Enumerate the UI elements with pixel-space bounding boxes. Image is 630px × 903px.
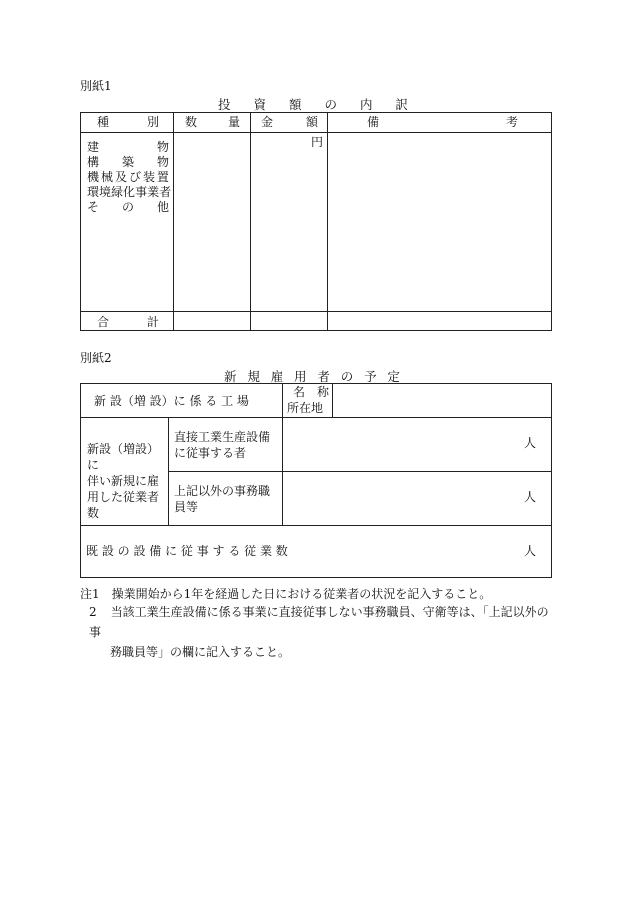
- note-text: 務職員等」の欄に記入すること。: [110, 645, 291, 659]
- row-char: 業: [147, 185, 160, 199]
- header-char: 考: [505, 115, 518, 129]
- header-char: 別: [146, 115, 159, 129]
- row-divider: [81, 525, 551, 526]
- factory-label: 新 設（増 設）に 係 る 工 場: [94, 394, 249, 408]
- row-char: び: [128, 170, 141, 184]
- label-line: に従事する者: [174, 446, 247, 460]
- label-line: 数: [87, 506, 100, 520]
- label-line: 上記以外の事務職: [174, 484, 271, 498]
- row-char: 物: [156, 140, 169, 154]
- direct-person-unit: 人: [524, 436, 537, 450]
- total-label: [97, 315, 159, 330]
- header-type: [97, 115, 159, 130]
- label-line: 直接工業生産設備: [174, 430, 271, 444]
- other-person-unit: 人: [524, 490, 537, 504]
- row-char: の: [121, 200, 134, 214]
- column-divider: [282, 384, 283, 417]
- header-char: 数: [185, 115, 198, 129]
- title-char: 額: [288, 97, 302, 112]
- row-char: 築: [121, 155, 134, 169]
- label-line: 伴い新規に雇: [87, 474, 160, 488]
- column-divider: [250, 113, 251, 330]
- row-char: そ: [87, 200, 100, 214]
- row-char: 装: [142, 170, 155, 184]
- row-char: 構: [87, 155, 100, 169]
- row-char: 置: [156, 170, 169, 184]
- row-divider: [81, 417, 551, 418]
- header-char: 種: [97, 115, 110, 129]
- title-char: 雇: [270, 369, 284, 384]
- header-char: 額: [305, 115, 318, 129]
- row-labels: [87, 140, 172, 215]
- title-char: 投: [218, 97, 231, 112]
- label-line: 新設（増設）に: [87, 442, 160, 472]
- row-greening: [87, 185, 172, 200]
- row-char: 者: [159, 185, 172, 199]
- header-divider: [81, 132, 551, 133]
- column-divider: [332, 384, 333, 417]
- row-building: [87, 140, 169, 155]
- row-char: 緑: [111, 185, 124, 199]
- note-prefix: 注1: [80, 587, 100, 601]
- row-divider: [168, 471, 551, 472]
- title-char: の: [340, 369, 354, 384]
- row-machinery: [87, 170, 169, 185]
- row-structure: [87, 155, 169, 170]
- note-text: 当該工業生産設備に係る事業に直接従事しない事務職員、守衛等は、「上記以外の事: [89, 605, 549, 639]
- note-prefix: 2: [89, 605, 97, 619]
- yen-unit: 円: [311, 135, 324, 149]
- row-char: 建: [87, 140, 100, 154]
- row-char: 環: [87, 185, 100, 199]
- employment-table: [80, 383, 552, 578]
- existing-workers-label: 既 設 の 設 備 に 従 事 す る 従 業 数: [86, 544, 288, 558]
- header-char: 量: [227, 115, 240, 129]
- total-char: 合: [97, 315, 110, 329]
- total-divider: [81, 311, 551, 312]
- attachment2-label: 別紙2: [80, 351, 112, 365]
- row-char: 械: [100, 170, 113, 184]
- row-char: 及: [114, 170, 127, 184]
- location-label: 所在地: [287, 401, 324, 415]
- note-1: [80, 584, 491, 604]
- name-label: 名 称: [293, 385, 330, 399]
- note-text: 操業開始から1年を経過した日における従業者の状況を記入すること。: [111, 587, 492, 601]
- title-char: 用: [294, 369, 307, 384]
- investment-table: [80, 112, 552, 331]
- row-char: 境: [99, 185, 112, 199]
- header-remarks: [367, 115, 518, 130]
- title-char: 内: [359, 97, 373, 112]
- label-line: 用した従業者: [87, 490, 160, 504]
- total-char: 計: [146, 315, 159, 329]
- header-char: 備: [367, 115, 380, 129]
- label-line: 員等: [174, 500, 199, 514]
- title-char: 訳: [395, 97, 408, 112]
- new-workers-label: [87, 441, 165, 521]
- note-2: [89, 602, 559, 662]
- column-divider: [173, 113, 174, 330]
- header-char: 金: [261, 115, 274, 129]
- row-char: 他: [156, 200, 169, 214]
- other-staff-label: [174, 483, 270, 515]
- title-char: 定: [387, 369, 400, 384]
- title-char: 予: [364, 369, 377, 384]
- header-quantity: [185, 115, 240, 130]
- title-char: の: [324, 97, 337, 112]
- column-divider: [327, 113, 328, 330]
- row-char: 化: [123, 185, 136, 199]
- title-char: 新: [224, 369, 237, 384]
- attachment1-label: 別紙1: [80, 79, 112, 93]
- row-char: 機: [87, 170, 100, 184]
- existing-person-unit: 人: [524, 544, 537, 558]
- row-char: 事: [135, 185, 148, 199]
- title-char: 資: [253, 97, 266, 112]
- direct-workers-label: [174, 429, 270, 461]
- attachment1-title: [218, 95, 408, 113]
- title-char: 規: [247, 369, 260, 384]
- row-other: [87, 200, 169, 215]
- title-char: 者: [317, 369, 330, 384]
- row-char: 物: [156, 155, 169, 169]
- header-amount: [261, 115, 318, 130]
